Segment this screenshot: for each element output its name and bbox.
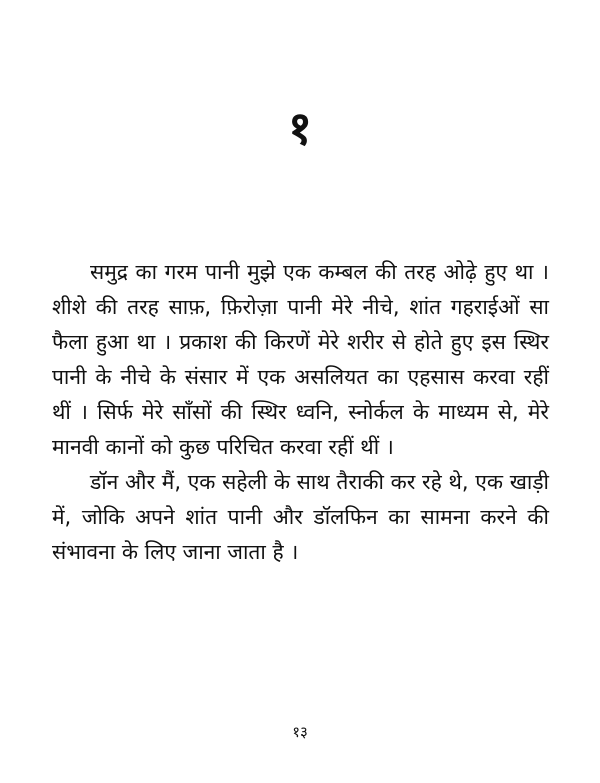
page-number: १३ <box>292 723 308 741</box>
chapter-body <box>52 255 549 570</box>
paragraph: समुद्र का गरम पानी मुझे एक कम्बल की तरह ओढ़े हुए था । शीशे की तरह साफ़, फ़िरोज़ा पानी मेरे नीचे, शांत गहराईओं सा फैला हुआ था । प्रकाश की किरणें मेरे शरीर से होते हुए इस स्थिर पानी के नीचे के संसार में एक असलियत का एहसास करवा रहीं थीं । सिर्फ मेरे साँसों की स्थिर ध्वनि, स्नोर्कल के माध्यम से, मेरे मानवी कानों को कुछ परिचित करवा रहीं थीं । <box>52 260 549 459</box>
chapter-number: १ <box>288 101 312 155</box>
paragraph: डॉन और मैं, एक सहेली के साथ तैराकी कर रहे थे, एक खाड़ी में, जोकि अपने शांत पानी और डॉलफिन का सामना करने की संभावना के लिए जाना जाता है । <box>52 470 549 564</box>
